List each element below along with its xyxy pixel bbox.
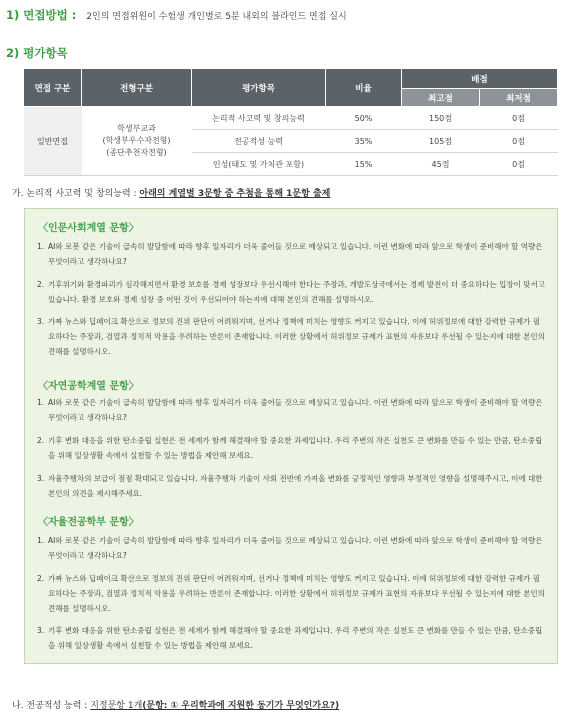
track-line: (학생부우수자전형) <box>102 136 171 145</box>
ratio-cell: 35% <box>326 130 402 153</box>
question-text: 가짜 뉴스와 딥페이크 확산으로 정보의 진위 판단이 어려워지며, 선거나 정책에 미치는 영향도 커지고 있습니다. 이에 허위정보에 대한 강력한 규제가 필요하다는 주장과, 검열과 정치적 악용을 우려하는 반론이 존재합니다. 이러한 상황에서 허위정보 규제가 표현의 자유보다 우선될 수 있는지에 대한 본인의 견해를 설명하시오. <box>48 574 545 613</box>
section-1-title: 1) 면접방법 <box>6 8 68 22</box>
track-line: 학생부교과 <box>117 124 156 133</box>
logic-section-heading <box>12 186 330 199</box>
evaluation-table <box>23 68 558 176</box>
section-2-title: 2) 평가항목 <box>6 46 68 60</box>
question-number: 1. <box>37 398 45 407</box>
question-number: 2. <box>37 436 45 445</box>
question-box <box>24 208 558 664</box>
ratio-cell: 15% <box>326 153 402 176</box>
max-cell: 105점 <box>402 130 480 153</box>
table-row <box>24 107 558 130</box>
question-text: 기후 변화 대응을 위한 탄소중립 실현은 전 세계가 함께 해결해야 할 중요한 과제입니다. 우리 주변의 작은 실천도 큰 변화를 만들 수 있는 만큼, 탄소중립을 위해 일상생활 속에서 실천할 수 있는 방법을 제안해 보세요. <box>48 626 543 650</box>
question-item <box>37 239 547 269</box>
question-item <box>37 395 547 425</box>
question-number: 3. <box>37 626 45 635</box>
logic-prefix: 가. 논리적 사고력 및 창의능력 : <box>12 189 140 199</box>
question-item <box>37 533 547 563</box>
question-item <box>37 623 547 653</box>
question-number: 3. <box>37 474 45 483</box>
question-number: 2. <box>37 280 45 289</box>
max-cell: 45점 <box>402 153 480 176</box>
question-text: AI와 로봇 같은 기술이 급속히 발달함에 따라 향후 일자리가 더욱 줄어들 것으로 예상되고 있습니다. 이런 변화에 따라 앞으로 학생이 준비해야 할 역량은 무엇이라고 생각하나요? <box>48 536 543 560</box>
section-1-text: 2인의 면접위원이 수험생 개인별로 5분 내외의 블라인드 면접 실시 <box>86 12 347 22</box>
header-interview-type: 면접 구분 <box>24 69 82 107</box>
header-item: 평가항목 <box>192 69 326 107</box>
major-question: (문항: ① 우리학과에 지원한 동기가 무엇인가요?) <box>142 701 340 711</box>
max-cell: 150점 <box>402 107 480 130</box>
interview-method <box>6 4 576 20</box>
min-cell: 0점 <box>480 130 558 153</box>
question-item <box>37 471 547 501</box>
question-item <box>37 314 547 359</box>
item-cell: 인성(태도 및 가치관 포함) <box>192 153 326 176</box>
question-text: AI와 로봇 같은 기술이 급속히 발달함에 따라 향후 일자리가 더욱 줄어들 것으로 예상되고 있습니다. 이런 변화에 따라 앞으로 학생이 준비해야 할 역량은 무엇이라고 생각하나요? <box>48 242 543 266</box>
category-title-liberal: 〈자율전공학부 문항〉 <box>38 517 139 528</box>
header-max: 최고점 <box>402 89 480 107</box>
item-cell: 전공적성 능력 <box>192 130 326 153</box>
header-min: 최저점 <box>480 89 558 107</box>
question-text: 기후위기와 환경파괴가 심각해지면서 환경 보호를 경제 성장보다 우선시해야 한다는 주장과, 개발도상국에서는 경제 발전이 더 중요하다는 입장이 맞서고 있습니다. 환경 보호와 경제 성장 중 어떤 것이 우선되어야 하는지에 대해 본인의 견해를 설명하시오. <box>48 280 545 304</box>
question-number: 3. <box>37 317 45 326</box>
logic-instruction: 아래의 계열별 3문항 중 추첨을 통해 1문항 출제 <box>139 189 331 199</box>
question-number: 1. <box>37 242 45 251</box>
header-ratio: 비율 <box>326 69 402 107</box>
interview-type-cell: 일반면접 <box>24 107 82 176</box>
category-title-science: 〈자연공학계열 문항〉 <box>38 381 139 392</box>
question-text: 기후 변화 대응을 위한 탄소중립 실현은 전 세계가 함께 해결해야 할 중요한 과제입니다. 우리 주변의 작은 실천도 큰 변화를 만들 수 있는 만큼, 탄소중립을 위해 일상생활 속에서 실천할 수 있는 방법을 제안해 보세요. <box>48 436 543 460</box>
min-cell: 0점 <box>480 153 558 176</box>
item-cell: 논리적 사고력 및 창의능력 <box>192 107 326 130</box>
major-aptitude-heading <box>12 698 339 711</box>
track-cell <box>82 107 192 176</box>
major-prefix: 나. 전공적성 능력 : <box>12 701 91 711</box>
question-item <box>37 277 547 307</box>
header-track: 전형구분 <box>82 69 192 107</box>
question-number: 1. <box>37 536 45 545</box>
track-line: (종단추천자전형) <box>106 148 167 157</box>
min-cell: 0점 <box>480 107 558 130</box>
question-item <box>37 571 547 616</box>
section-1-sep: : <box>67 8 81 22</box>
ratio-cell: 50% <box>326 107 402 130</box>
category-title-humanities: 〈인문사회계열 문항〉 <box>38 223 139 234</box>
question-item <box>37 433 547 463</box>
major-designated: 지정문항 1개 <box>90 701 143 711</box>
question-text: 가짜 뉴스와 딥페이크 확산으로 정보의 진위 판단이 어려워지며, 선거나 정책에 미치는 영향도 커지고 있습니다. 이에 허위정보에 대한 강력한 규제가 필요하다는 주장과, 검열과 정치적 악용을 우려하는 반론이 존재합니다. 이러한 상황에서 허위정보 규제가 표현의 자유보다 우선될 수 있는지에 대한 본인의 견해를 설명하시오. <box>48 317 545 356</box>
question-text: AI와 로봇 같은 기술이 급속히 발달함에 따라 향후 일자리가 더욱 줄어들 것으로 예상되고 있습니다. 이런 변화에 따라 앞으로 학생이 준비해야 할 역량은 무엇이라고 생각하나요? <box>48 398 543 422</box>
question-number: 2. <box>37 574 45 583</box>
header-score: 배점 <box>402 69 558 89</box>
question-text: 자율주행차의 보급이 점점 확대되고 있습니다. 자율주행차 기술이 사회 전반에 가져올 변화를 긍정적인 영향과 부정적인 영향을 설명해주시고, 이에 대한 본인의 의견을 제시해주세요. <box>48 474 543 498</box>
